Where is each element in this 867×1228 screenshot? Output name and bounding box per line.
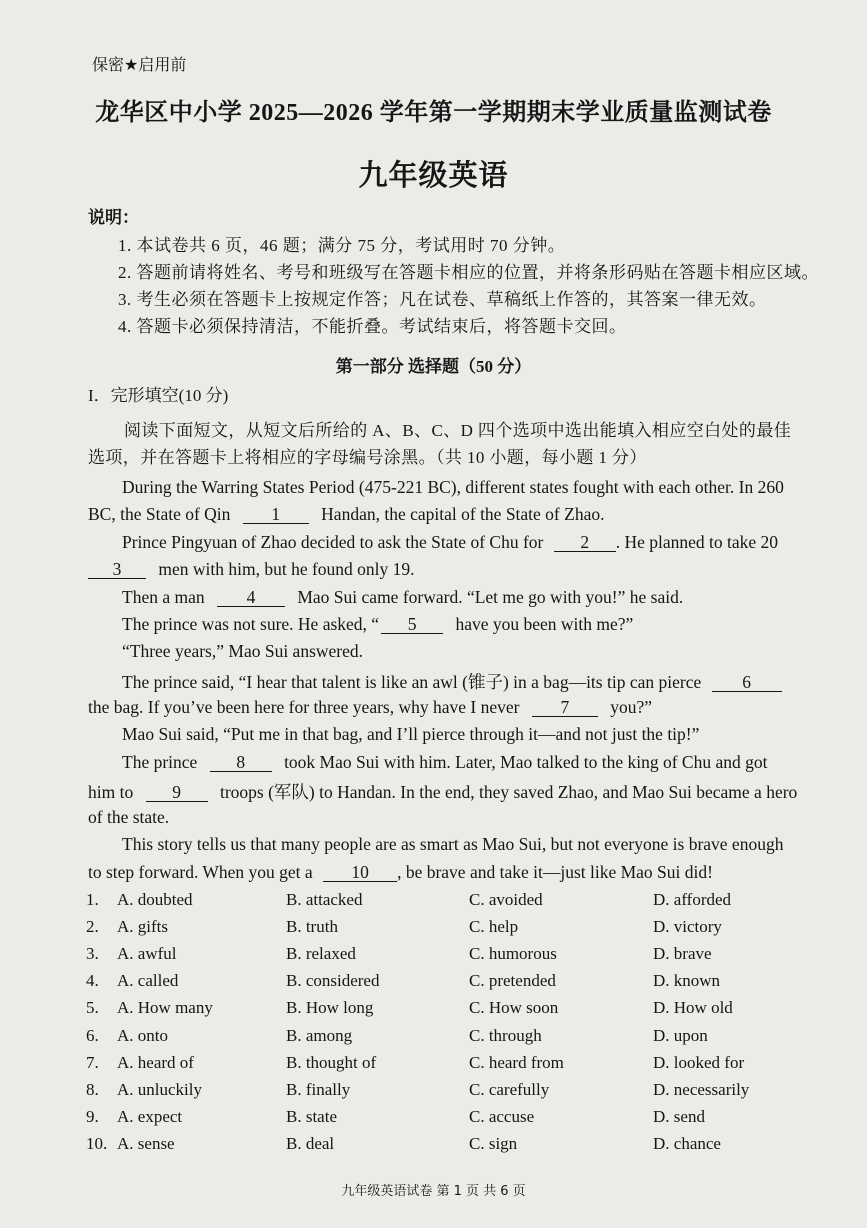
blank-4: 4: [217, 588, 285, 607]
question-number: 2.: [86, 917, 99, 937]
note-item: 3. 考生必须在答题卡上按规定作答；凡在试卷、草稿纸上作答的，其答案一律无效。: [118, 290, 767, 309]
option-c: C. through: [469, 1025, 542, 1045]
confidential-label: 保密★启用前: [92, 55, 187, 74]
page-footer: 九年级英语试卷 第 1 页 共 6 页: [341, 1184, 526, 1199]
question-number: 5.: [86, 998, 99, 1018]
section-title: I．完形填空(10 分): [88, 386, 229, 405]
option-c: C. accuse: [469, 1106, 535, 1126]
option-d: D. victory: [653, 917, 722, 937]
option-c: C. help: [469, 917, 519, 937]
blank-1: 1: [243, 505, 309, 524]
option-a: A. doubted: [117, 890, 193, 909]
exam-title: 龙华区中小学 2025—2026 学年第一学期期末学业质量监测试卷: [95, 100, 772, 126]
option-b: B. deal: [286, 1133, 335, 1153]
option-b: B. truth: [286, 917, 338, 937]
option-b: B. state: [286, 1106, 337, 1126]
option-c: C. pretended: [469, 971, 556, 991]
option-b: B. attacked: [286, 890, 363, 909]
question-number: 1.: [86, 890, 99, 909]
passage-line: This story tells us that many people are as smart as Mao Sui, but not everyone is brave enough: [122, 834, 784, 854]
question-number: 3.: [86, 944, 99, 964]
blank-5: 5: [381, 615, 443, 634]
option-a: A. called: [117, 971, 179, 991]
note-item: 2. 答题前请将姓名、考号和班级写在答题卡相应的位置，并将条形码贴在答题卡相应区域。: [118, 263, 819, 282]
passage-line: The prince was not sure. He asked, “ 5 have you been with me?”: [122, 614, 634, 634]
option-d: D. chance: [653, 1133, 721, 1153]
option-a: A. onto: [117, 1025, 168, 1045]
question-number: 7.: [86, 1052, 99, 1072]
option-a: A. How many: [117, 998, 213, 1018]
passage-line: BC, the State of Qin 1 Handan, the capital of the State of Zhao.: [88, 504, 605, 524]
option-d: D. afforded: [653, 890, 732, 909]
passage-line: Then a man 4 Mao Sui came forward. “Let me go with you!” he said.: [122, 587, 684, 607]
subject-title: 九年级英语: [358, 158, 509, 192]
option-d: D. brave: [653, 944, 712, 964]
passage-line: him to 9 troops (军队) to Handan. In the end, they saved Zhao, and Mao Sui became a hero: [88, 782, 798, 802]
option-c: C. carefully: [469, 1079, 550, 1099]
passage-line: Prince Pingyuan of Zhao decided to ask the State of Chu for 2 . He planned to take 20: [122, 532, 779, 552]
blank-9: 9: [146, 783, 208, 802]
option-d: D. known: [653, 971, 721, 991]
option-c: C. avoided: [469, 890, 543, 909]
option-d: D. How old: [653, 998, 733, 1018]
passage-line: the bag. If you’ve been here for three years, why have I never 7 you?”: [88, 697, 653, 717]
passage-line: Mao Sui said, “Put me in that bag, and I’ll pierce through it—and not just the tip!”: [122, 724, 700, 744]
blank-6: 6: [712, 673, 782, 692]
question-number: 9.: [86, 1106, 99, 1126]
option-b: B. thought of: [286, 1052, 377, 1072]
blank-3: 3: [88, 560, 146, 579]
option-b: B. finally: [286, 1079, 351, 1099]
passage-line: The prince said, “I hear that talent is like an awl (锥子) in a bag—its tip can pierce 6: [122, 669, 782, 694]
option-b: B. relaxed: [286, 944, 356, 964]
blank-10: 10: [323, 863, 397, 882]
option-c: C. sign: [469, 1133, 518, 1153]
option-d: D. looked for: [653, 1052, 745, 1072]
blank-7: 7: [532, 698, 598, 717]
note-item: 4. 答题卡必须保持清洁，不能折叠。考试结束后，将答题卡交回。: [118, 317, 627, 336]
option-b: B. How long: [286, 998, 374, 1018]
question-number: 10.: [86, 1133, 108, 1153]
option-c: C. humorous: [469, 944, 557, 964]
passage-line: of the state.: [88, 807, 170, 827]
instruction-line: 选项，并在答题卡上将相应的字母编号涂黑。（共 10 小题，每小题 1 分）: [88, 448, 647, 467]
question-number: 8.: [86, 1079, 99, 1099]
part-title: 第一部分 选择题（50 分）: [335, 357, 532, 376]
option-d: D. send: [653, 1106, 705, 1126]
question-number: 4.: [86, 971, 99, 991]
option-d: D. necessarily: [653, 1079, 750, 1099]
option-a: A. sense: [117, 1133, 175, 1153]
blank-8: 8: [210, 753, 272, 772]
option-c: C. How soon: [469, 998, 559, 1018]
instruction-line: 阅读下面短文，从短文后所给的 A、B、C、D 四个选项中选出能填入相应空白处的最佳: [124, 421, 792, 440]
option-b: B. considered: [286, 971, 380, 991]
option-c: C. heard from: [469, 1052, 564, 1072]
option-a: A. heard of: [117, 1052, 194, 1072]
note-item: 1. 本试卷共 6 页，46 题；满分 75 分，考试用时 70 分钟。: [118, 236, 566, 255]
option-d: D. upon: [653, 1025, 708, 1045]
question-number: 6.: [86, 1025, 99, 1045]
passage-line: 3 men with him, but he found only 19.: [88, 559, 415, 580]
blank-2: 2: [554, 533, 616, 552]
passage-line: During the Warring States Period (475-221 BC), different states fought with each other. In 260: [122, 477, 784, 497]
notes-heading: 说明：: [88, 208, 139, 227]
option-b: B. among: [286, 1025, 353, 1045]
option-a: A. gifts: [117, 917, 168, 937]
option-a: A. awful: [117, 944, 177, 964]
option-a: A. unluckily: [117, 1079, 202, 1099]
passage-line: The prince 8 took Mao Sui with him. Later, Mao talked to the king of Chu and got: [122, 752, 768, 772]
option-a: A. expect: [117, 1106, 183, 1126]
passage-line: to step forward. When you get a 10 , be brave and take it—just like Mao Sui did!: [88, 862, 713, 882]
passage-line: “Three years,” Mao Sui answered.: [122, 641, 364, 661]
